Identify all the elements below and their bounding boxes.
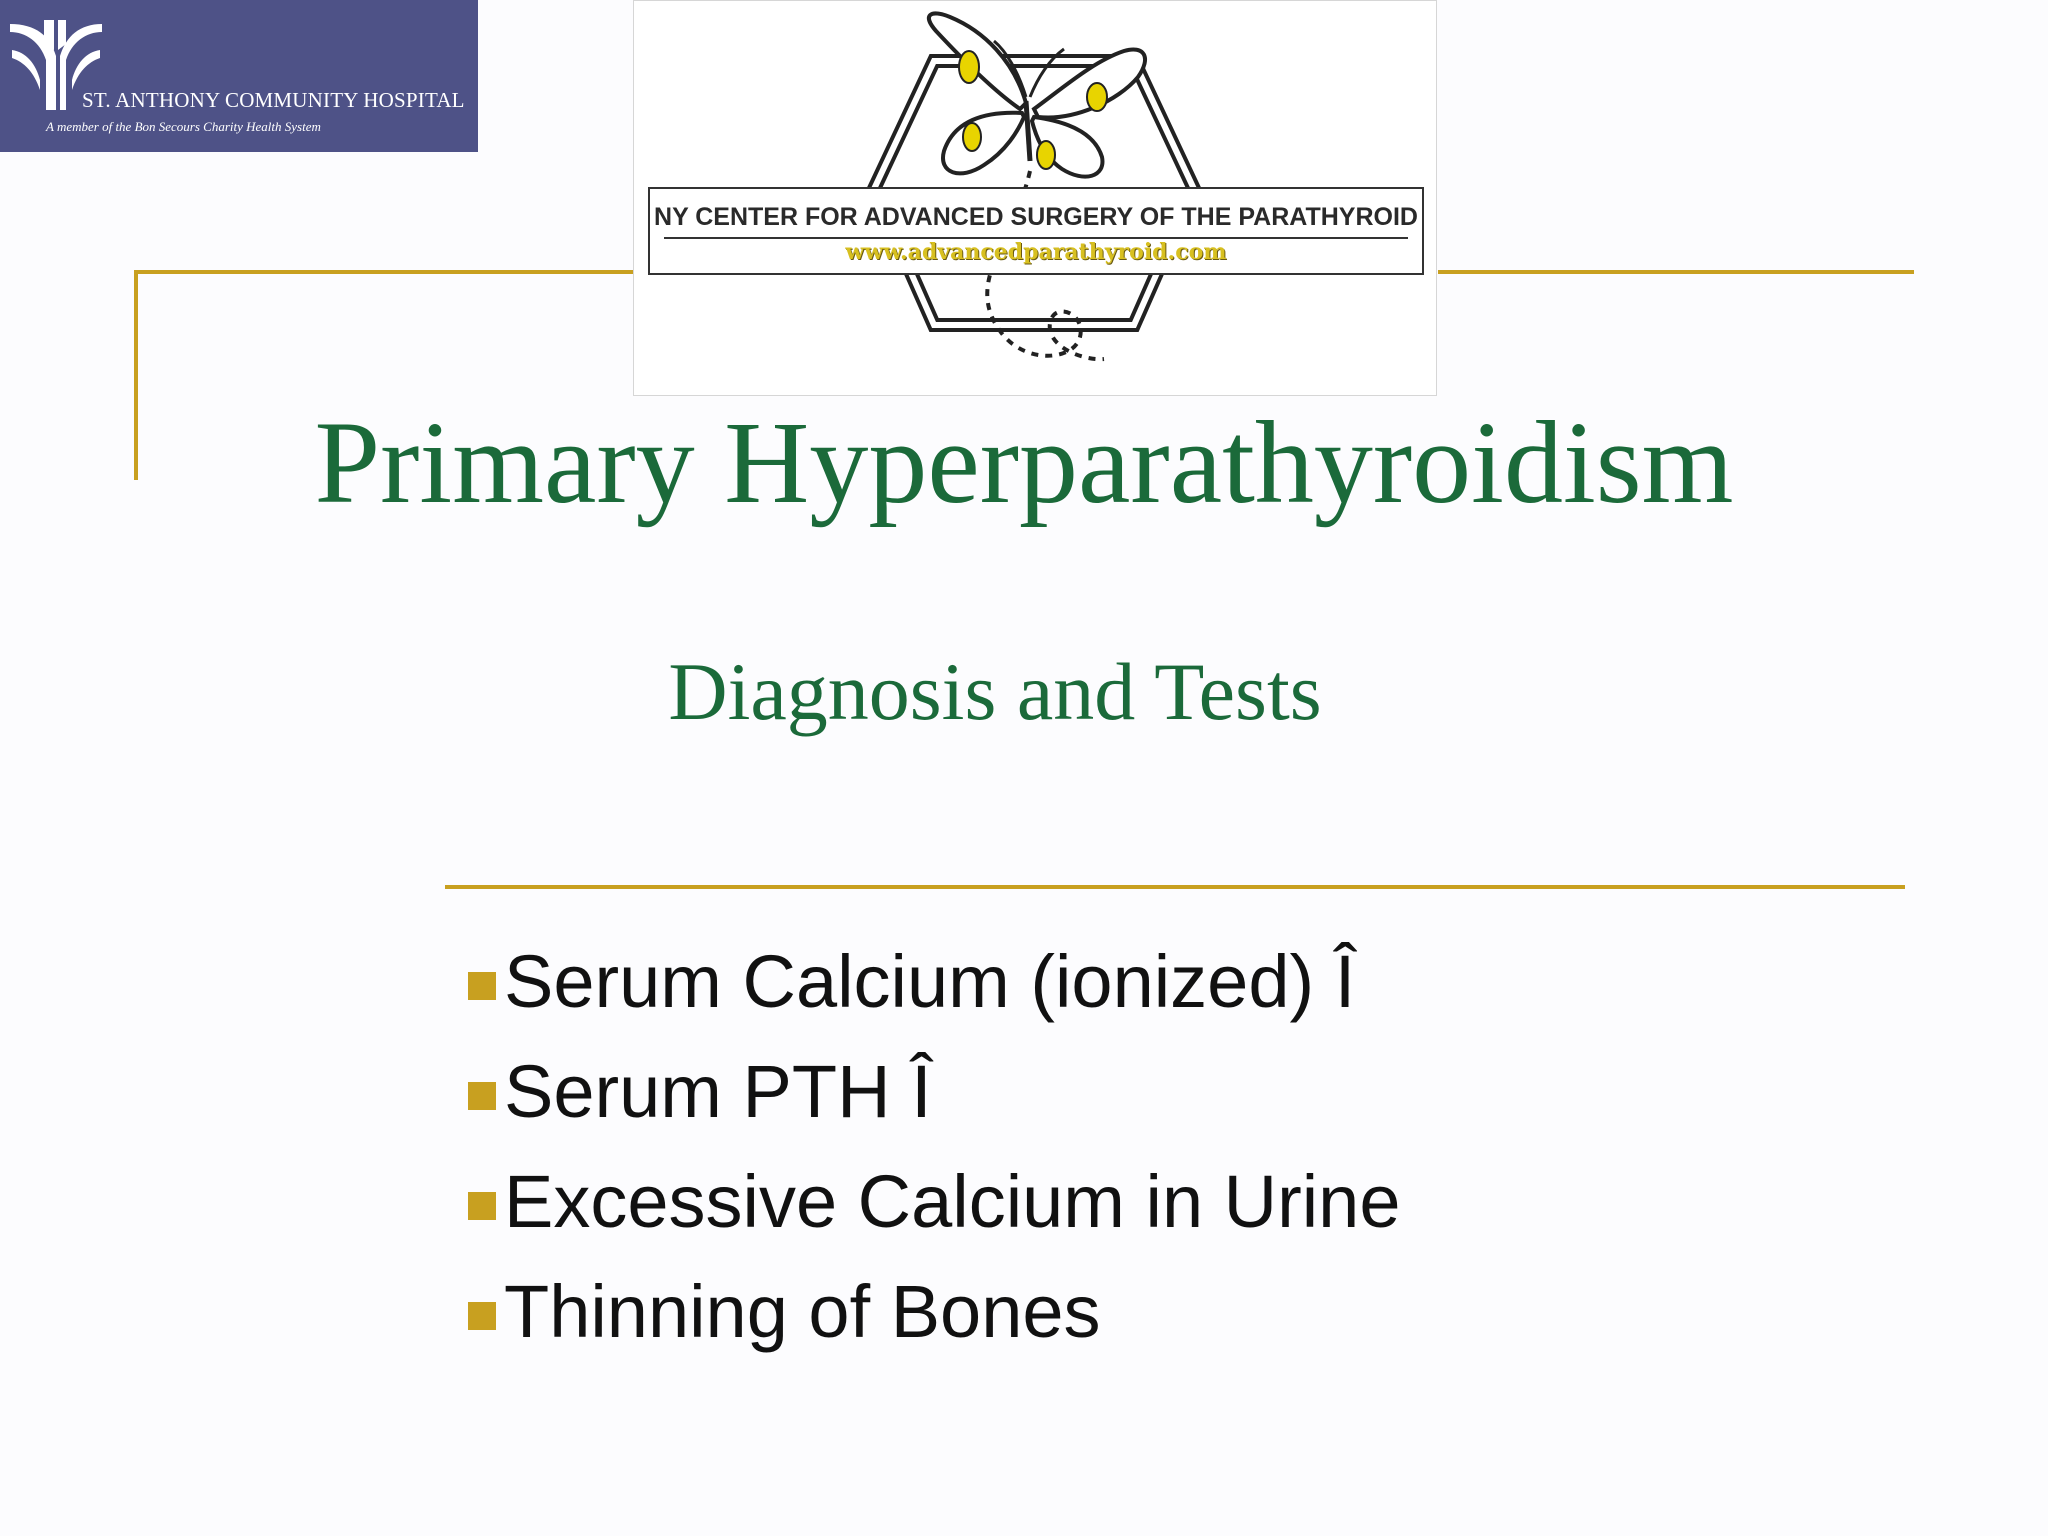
bullet-text: Thinning of Bones (504, 1270, 1101, 1353)
slide-title: Primary Hyperparathyroidism (314, 397, 1734, 528)
square-bullet-icon (468, 1082, 496, 1110)
logo-banner-url: www.advancedparathyroid.com (845, 239, 1227, 265)
hospital-logo (0, 0, 478, 152)
hospital-name: ST. ANTHONY COMMUNITY HOSPITAL (82, 88, 465, 112)
bullet-list (468, 932, 1401, 1372)
bullet-item (468, 932, 1401, 1042)
butterfly-icon (929, 13, 1145, 176)
parathyroid-center-logo (633, 0, 1437, 396)
bullet-item (468, 1262, 1401, 1372)
bullet-text: Excessive Calcium in Urine (504, 1160, 1401, 1243)
square-bullet-icon (468, 1302, 496, 1330)
bullet-item (468, 1042, 1401, 1152)
square-bullet-icon (468, 1192, 496, 1220)
logo-banner-title: NY CENTER FOR ADVANCED SURGERY OF THE PARATHYROID (654, 203, 1418, 231)
frame-top-line-right (1438, 270, 1914, 274)
bullet-item (468, 1152, 1401, 1262)
slide-subtitle: Diagnosis and Tests (668, 646, 1322, 737)
bullet-text: Serum Calcium (ionized) Î (504, 940, 1356, 1023)
square-bullet-icon (468, 972, 496, 1000)
hospital-tagline: A member of the Bon Secours Charity Health System (46, 119, 321, 134)
frame-top-line-left (134, 270, 634, 274)
divider-line (445, 885, 1905, 889)
logo-banner (648, 187, 1424, 275)
bullet-text: Serum PTH Î (504, 1050, 932, 1133)
